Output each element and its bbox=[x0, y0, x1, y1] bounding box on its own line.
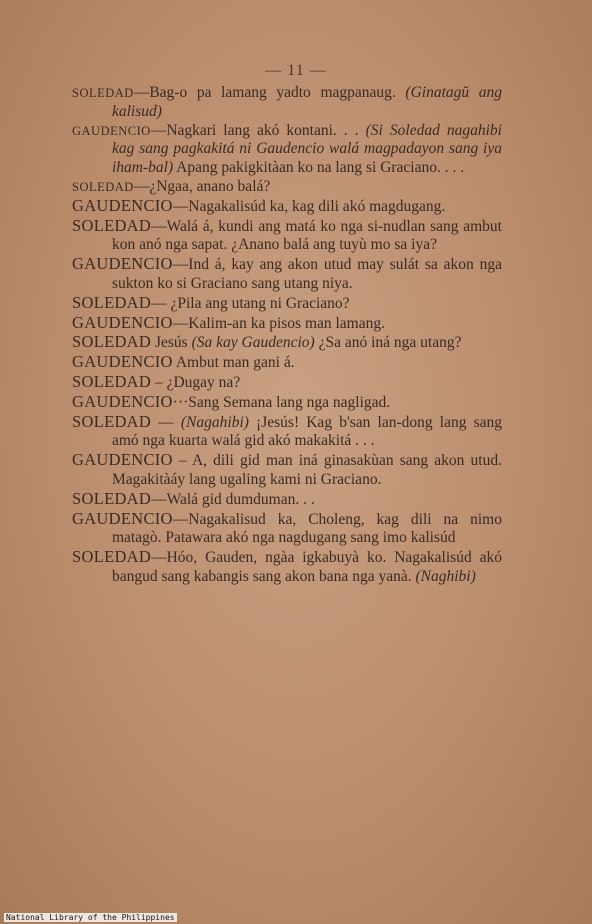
dialogue-text bbox=[72, 84, 502, 587]
spoken-text: Ind á, kay ang akon utud may sulát sa akon nga sukton ko si Graciano sang utang niya. bbox=[112, 256, 502, 292]
dialogue-line bbox=[72, 217, 502, 256]
speaker-dash: — bbox=[151, 217, 167, 235]
spoken-text: Walá á, kundi ang matá ko nga si-nudlan sang ambut kon anó nga sapat. ¿Anano balá ang tuyù mo sa iya? bbox=[112, 217, 502, 254]
spoken-text: Walá gid dumduman. . . bbox=[166, 490, 315, 508]
spoken-text: Jesús bbox=[154, 334, 192, 352]
spoken-text: ¿Ngaa, anano balá? bbox=[149, 177, 271, 195]
dialogue-line bbox=[72, 413, 502, 452]
stage-direction: (Si Soledad nagahibi kag sang pagkakitá ni Gaudencio walá magpadayon sang iya iham-bal) bbox=[112, 121, 502, 177]
speaker-dash: – bbox=[151, 373, 167, 391]
speaker-dash: — bbox=[151, 490, 167, 508]
spoken-text: Nagakalisud ka, Choleng, kag dili na nimo matagò. Patawara akó nga nagdugang sang imo kalisúd bbox=[112, 510, 502, 547]
dialogue-line bbox=[72, 490, 502, 510]
page-number: — 11 — bbox=[265, 62, 327, 79]
speaker-name: SOLEDAD bbox=[72, 332, 152, 352]
dialogue-line bbox=[72, 353, 502, 373]
speaker-dash: — bbox=[172, 314, 189, 332]
speaker-dash: — bbox=[150, 121, 167, 139]
library-footer: National Library of the Philippines bbox=[6, 913, 175, 922]
spoken-text: Bag-o pa lamang yadto magpanaug. bbox=[149, 84, 406, 101]
dialogue-line bbox=[72, 451, 502, 490]
spoken-text: Nagakalisúd ka, kag dili akó magdugang. bbox=[188, 197, 446, 215]
stage-direction: (Naghibi) bbox=[415, 567, 476, 585]
speaker-name: GAUDENCIO bbox=[72, 508, 173, 528]
speaker-name: GAUDENCIO bbox=[72, 352, 173, 372]
speaker-name: SOLEDAD bbox=[72, 411, 152, 431]
speaker-name: GAUDENCIO bbox=[72, 391, 173, 411]
speaker-name: GAUDENCIO bbox=[72, 312, 173, 332]
speaker-name: GAUDENCIO bbox=[72, 123, 151, 138]
speaker-dash: – bbox=[172, 452, 192, 470]
speaker-name: SOLEDAD bbox=[72, 179, 134, 194]
dialogue-line bbox=[72, 178, 502, 197]
stage-direction: (Ginatagŭ ang kalisud) bbox=[112, 84, 503, 120]
dialogue-line bbox=[72, 314, 502, 334]
spoken-text: ¿Pila ang utang ni Graciano? bbox=[170, 294, 350, 312]
speaker-name: SOLEDAD bbox=[72, 371, 152, 391]
speaker-dash: — bbox=[172, 197, 189, 215]
speaker-name: SOLEDAD bbox=[72, 547, 152, 567]
stage-direction: (Sa kay Gaudencio) bbox=[191, 334, 315, 352]
spoken-text: Hóo, Gauden, ngàa igkabuyà ko. Nagakalisúd akó bangud sang kabangis sang akon bana nga yanà. bbox=[112, 549, 502, 585]
speaker-name: SOLEDAD bbox=[72, 488, 152, 508]
speaker-name: SOLEDAD bbox=[72, 292, 152, 312]
spoken-text: Sang Semana lang nga nagligad. bbox=[188, 393, 391, 411]
spoken-text: Kalim-an ka pisos man lamang. bbox=[188, 314, 385, 332]
dialogue-line bbox=[72, 510, 502, 549]
dialogue-line bbox=[72, 373, 502, 393]
dialogue-line bbox=[72, 333, 502, 353]
spoken-text: Ambut man gani á. bbox=[175, 354, 295, 372]
dialogue-line bbox=[72, 255, 502, 294]
speaker-name: GAUDENCIO bbox=[72, 450, 173, 470]
speaker-name: GAUDENCIO bbox=[72, 195, 173, 215]
dialogue-line bbox=[72, 294, 502, 314]
spoken-text: Nagkari lang akó kontani. . . bbox=[166, 121, 366, 139]
speaker-name: SOLEDAD bbox=[72, 215, 152, 235]
speaker-dash: — bbox=[151, 413, 181, 431]
speaker-dash: — bbox=[133, 84, 150, 101]
stage-direction: (Nagahibi) bbox=[180, 413, 249, 431]
speaker-dash: — bbox=[151, 549, 167, 567]
speaker-name: SOLEDAD bbox=[72, 86, 134, 100]
dialogue-line bbox=[72, 122, 502, 178]
spoken-text: A, dili gid man iná ginasakùan sang akon utud. Magakitàáy lang ugaling kami ni Graciano. bbox=[112, 452, 502, 488]
speaker-dash: — bbox=[151, 294, 171, 312]
speaker-dash: ··· bbox=[172, 393, 189, 411]
speaker-dash: — bbox=[172, 256, 189, 274]
spoken-text: ¡Jesús! Kag b'san lan-dong lang sang amó nga kuarta walá gid akó makakitá . . . bbox=[112, 413, 503, 450]
spoken-text: Apang pakigkitàan ko na lang si Graciano. . . . bbox=[173, 159, 465, 177]
dialogue-line bbox=[72, 548, 502, 587]
spoken-text: ¿Dugay na? bbox=[166, 373, 241, 391]
speaker-dash: — bbox=[172, 510, 189, 528]
spoken-text: ¿Sa anó iná nga utang? bbox=[314, 334, 462, 352]
speaker-name: GAUDENCIO bbox=[72, 254, 173, 274]
dialogue-line bbox=[72, 393, 502, 413]
dialogue-line bbox=[72, 197, 502, 217]
dialogue-line bbox=[72, 84, 502, 122]
speaker-dash: — bbox=[133, 177, 150, 195]
